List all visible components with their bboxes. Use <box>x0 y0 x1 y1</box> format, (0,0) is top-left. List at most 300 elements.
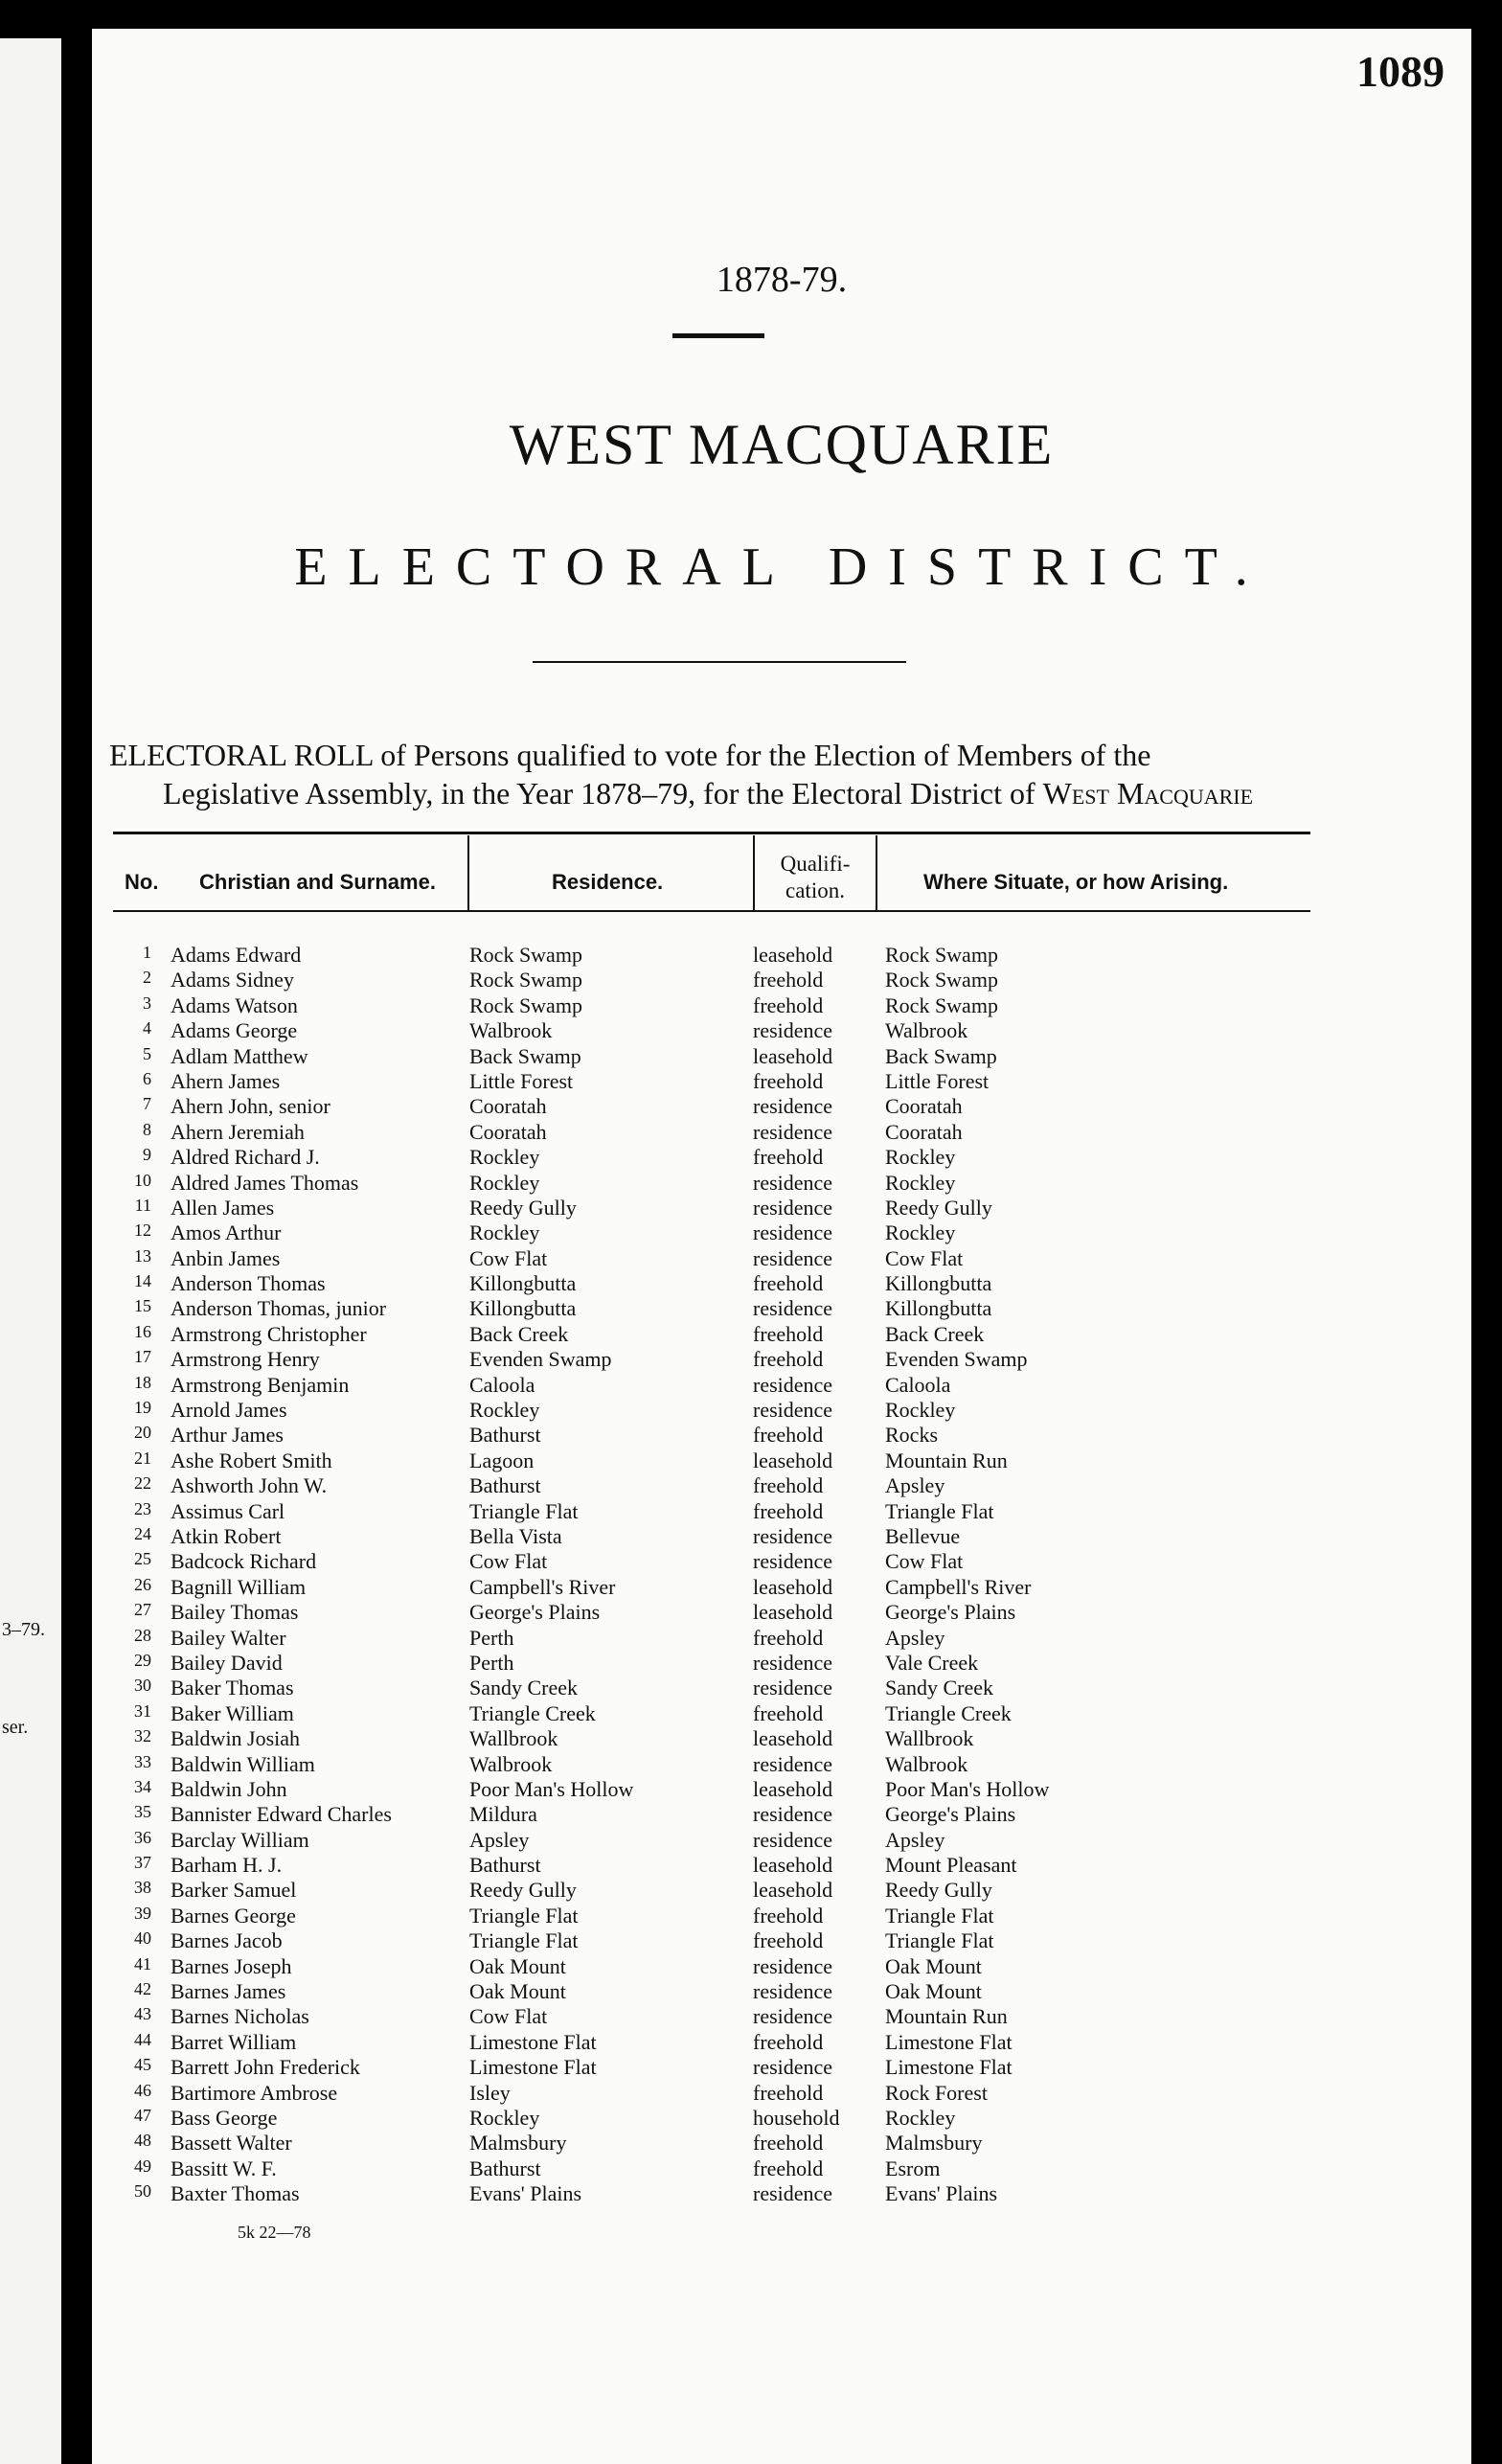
table-row <box>92 1726 1337 1751</box>
qualification-cell: leasehold <box>753 1878 833 1903</box>
voter-name: Ashworth John W. <box>171 1473 328 1498</box>
printer-code: 5k 22—78 <box>238 2223 311 2242</box>
qualification-cell: residence <box>753 2181 833 2206</box>
where-situate-cell: Rock Forest <box>885 2080 988 2105</box>
where-situate-cell: Evans' Plains <box>885 2181 998 2206</box>
where-situate-cell: Mountain Run <box>885 1448 1008 1472</box>
residence-cell: Poor Man's Hollow <box>469 1776 634 1801</box>
qualification-cell: residence <box>753 1650 833 1675</box>
qualification-cell: residence <box>753 2055 833 2080</box>
table-row <box>92 1246 1337 1271</box>
qualification-cell: freehold <box>753 1498 824 1523</box>
where-situate-cell: Wallbrook <box>885 1726 974 1751</box>
voter-name: Bailey David <box>171 1650 283 1675</box>
row-number: 42 <box>134 1979 151 1999</box>
residence-cell: Triangle Flat <box>469 1928 579 1953</box>
residence-cell: Oak Mount <box>469 1953 566 1978</box>
table-row <box>92 1954 1337 1979</box>
divider <box>672 333 764 338</box>
intro-line-text: Legislative Assembly, in the Year 1878–79, for the Electoral District of <box>163 776 1043 810</box>
qualification-cell: residence <box>753 1372 833 1397</box>
where-situate-cell: Walbrook <box>885 1751 968 1776</box>
where-situate-cell: Sandy Creek <box>885 1676 994 1700</box>
page-number: 1089 <box>1356 47 1445 96</box>
residence-cell: Rock Swamp <box>469 943 582 967</box>
residence-cell: Bathurst <box>469 1423 541 1448</box>
residence-cell: Limestone Flat <box>469 2055 597 2080</box>
voter-name: Baker Thomas <box>171 1676 294 1700</box>
voter-name: Barnes James <box>171 1979 286 2004</box>
row-number: 21 <box>134 1448 151 1468</box>
qualification-cell: freehold <box>753 1473 824 1498</box>
residence-cell: Walbrook <box>469 1751 553 1776</box>
residence-cell: Apsley <box>469 1827 530 1852</box>
table-row <box>92 1626 1337 1651</box>
voter-name: Adams George <box>171 1018 298 1043</box>
table-row <box>92 1524 1337 1549</box>
qualification-cell: leasehold <box>753 1853 833 1878</box>
qualification-cell: leasehold <box>753 1600 833 1625</box>
residence-cell: Triangle Flat <box>469 1903 579 1928</box>
where-situate-cell: Malmsbury <box>885 2131 983 2156</box>
qualification-cell: residence <box>753 2004 833 2029</box>
voter-name: Ahern Jeremiah <box>171 1119 305 1144</box>
voter-name: Atkin Robert <box>171 1523 282 1548</box>
where-situate-cell: George's Plains <box>885 1600 1016 1625</box>
row-number: 49 <box>134 2156 151 2176</box>
voter-name: Bailey Thomas <box>171 1600 299 1625</box>
residence-cell: Isley <box>469 2080 511 2105</box>
residence-cell: Cow Flat <box>469 2004 548 2029</box>
table-row <box>92 1449 1337 1473</box>
where-situate-cell: Rockley <box>885 1145 956 1170</box>
row-number: 14 <box>134 1271 151 1291</box>
column-header-no: No. <box>125 870 159 894</box>
voter-name: Adams Sidney <box>171 968 294 992</box>
row-number: 22 <box>134 1473 151 1494</box>
residence-cell: Evenden Swamp <box>469 1347 612 1372</box>
residence-cell: Campbell's River <box>469 1574 616 1599</box>
where-situate-cell: Apsley <box>885 1625 945 1650</box>
voter-name: Bassitt W. F. <box>171 2156 277 2180</box>
voter-name: Bartimore Ambrose <box>171 2080 338 2105</box>
residence-cell: Killongbutta <box>469 1271 577 1296</box>
document-subtitle: ELECTORAL DISTRICT. <box>294 537 1269 597</box>
voter-name: Baldwin William <box>171 1751 315 1776</box>
residence-cell: Little Forest <box>469 1068 574 1093</box>
voter-name: Armstrong Christopher <box>171 1321 367 1346</box>
column-header-qualification <box>762 851 868 904</box>
row-number: 20 <box>134 1423 151 1443</box>
table-row <box>92 1549 1337 1574</box>
table-row <box>92 1018 1337 1043</box>
row-number: 47 <box>134 2105 151 2125</box>
where-situate-cell: Triangle Creek <box>885 1700 1012 1725</box>
row-number: 1 <box>143 943 151 962</box>
residence-cell: Rockley <box>469 1145 540 1170</box>
voter-name: Assimus Carl <box>171 1498 285 1523</box>
voter-name: Adams Edward <box>171 943 302 967</box>
residence-cell: Back Creek <box>469 1321 569 1346</box>
qualification-cell: residence <box>753 1221 833 1245</box>
row-number: 2 <box>143 968 151 988</box>
where-situate-cell: Killongbutta <box>885 1271 992 1296</box>
where-situate-cell: Evenden Swamp <box>885 1347 1028 1372</box>
table-row <box>92 968 1337 992</box>
table-row <box>92 2181 1337 2206</box>
qualification-cell: residence <box>753 1195 833 1220</box>
where-situate-cell: Poor Man's Hollow <box>885 1776 1050 1801</box>
residence-cell: Rockley <box>469 1170 540 1195</box>
column-divider <box>467 835 469 910</box>
qualification-cell: freehold <box>753 1700 824 1725</box>
voter-name: Barnes George <box>171 1903 296 1928</box>
district-name: West Macquarie <box>1042 776 1254 810</box>
where-situate-cell: Apsley <box>885 1473 945 1498</box>
voter-name: Baker William <box>171 1700 294 1725</box>
where-situate-cell: Rock Swamp <box>885 943 998 967</box>
voter-name: Armstrong Henry <box>171 1347 320 1372</box>
qualification-cell: freehold <box>753 1271 824 1296</box>
voter-name: Barker Samuel <box>171 1878 297 1903</box>
qualification-cell: residence <box>753 1094 833 1119</box>
row-number: 6 <box>143 1068 151 1088</box>
where-situate-cell: Killongbutta <box>885 1296 992 1321</box>
qualification-cell: residence <box>753 1296 833 1321</box>
where-situate-cell: Rock Swamp <box>885 992 998 1017</box>
where-situate-cell: Back Swamp <box>885 1043 997 1068</box>
residence-cell: Killongbutta <box>469 1296 577 1321</box>
row-number: 50 <box>134 2181 151 2202</box>
qualification-cell: leasehold <box>753 1574 833 1599</box>
voter-name: Baxter Thomas <box>171 2181 300 2206</box>
column-header-qualification-line: Qualifi- <box>780 852 851 876</box>
divider <box>533 661 906 663</box>
table-row <box>92 2106 1337 2131</box>
row-number: 43 <box>134 2004 151 2024</box>
voter-name: Adams Watson <box>171 992 298 1017</box>
column-divider <box>753 835 755 910</box>
document-title: WEST MACQUARIE <box>509 413 1055 476</box>
residence-cell: Bathurst <box>469 2156 541 2180</box>
residence-cell: Wallbrook <box>469 1726 558 1751</box>
row-number: 28 <box>134 1625 151 1645</box>
table-row <box>92 1145 1337 1170</box>
voter-name: Arthur James <box>171 1423 284 1448</box>
qualification-cell: residence <box>753 1170 833 1195</box>
row-number: 41 <box>134 1953 151 1973</box>
where-situate-cell: Cooratah <box>885 1094 963 1119</box>
row-number: 37 <box>134 1853 151 1873</box>
row-number: 9 <box>143 1145 151 1165</box>
row-number: 19 <box>134 1398 151 1418</box>
table-row <box>92 1979 1337 2004</box>
adjacent-page-fragment: ser. <box>2 1717 29 1738</box>
qualification-cell: freehold <box>753 992 824 1017</box>
residence-cell: Bathurst <box>469 1853 541 1878</box>
table-row <box>92 2055 1337 2080</box>
residence-cell: Reedy Gully <box>469 1195 577 1220</box>
qualification-cell: leasehold <box>753 943 833 967</box>
row-number: 29 <box>134 1650 151 1670</box>
table-row <box>92 1398 1337 1423</box>
where-situate-cell: Rocks <box>885 1423 938 1448</box>
where-situate-cell: Rockley <box>885 1170 956 1195</box>
where-situate-cell: Rockley <box>885 2105 956 2130</box>
voter-name: Bassett Walter <box>171 2131 292 2156</box>
table-header-rule <box>113 832 1310 834</box>
row-number: 34 <box>134 1776 151 1796</box>
residence-cell: Evans' Plains <box>469 2181 582 2206</box>
table-row <box>92 1651 1337 1676</box>
residence-cell: Caloola <box>469 1372 535 1397</box>
qualification-cell: freehold <box>753 1321 824 1346</box>
row-number: 25 <box>134 1549 151 1569</box>
table-row <box>92 1322 1337 1347</box>
table-row <box>92 1752 1337 1777</box>
voter-name: Barrett John Frederick <box>171 2055 360 2080</box>
where-situate-cell: George's Plains <box>885 1802 1016 1827</box>
table-row <box>92 1069 1337 1094</box>
qualification-cell: residence <box>753 1827 833 1852</box>
where-situate-cell: Triangle Flat <box>885 1928 994 1953</box>
qualification-cell: freehold <box>753 1423 824 1448</box>
table-row <box>92 2004 1337 2029</box>
row-number: 44 <box>134 2029 151 2049</box>
residence-cell: Back Swamp <box>469 1043 581 1068</box>
table-header-rule <box>113 910 1310 912</box>
where-situate-cell: Mountain Run <box>885 2004 1008 2029</box>
row-number: 8 <box>143 1119 151 1139</box>
row-number: 3 <box>143 992 151 1013</box>
row-number: 17 <box>134 1347 151 1367</box>
qualification-cell: residence <box>753 1802 833 1827</box>
row-number: 24 <box>134 1523 151 1543</box>
where-situate-cell: Campbell's River <box>885 1574 1032 1599</box>
row-number: 30 <box>134 1676 151 1696</box>
where-situate-cell: Oak Mount <box>885 1953 982 1978</box>
table-row <box>92 1296 1337 1321</box>
adjacent-page-fragment: 3–79. <box>2 1619 45 1640</box>
qualification-cell: freehold <box>753 1145 824 1170</box>
row-number: 4 <box>143 1018 151 1038</box>
residence-cell: Reedy Gully <box>469 1878 577 1903</box>
where-situate-cell: Bellevue <box>885 1523 961 1548</box>
voter-name: Anderson Thomas, junior <box>171 1296 387 1321</box>
qualification-cell: freehold <box>753 2131 824 2156</box>
table-row <box>92 1094 1337 1119</box>
voter-name: Baldwin John <box>171 1776 287 1801</box>
voter-name: Bannister Edward Charles <box>171 1802 392 1827</box>
qualification-cell: residence <box>753 1119 833 1144</box>
row-number: 18 <box>134 1372 151 1392</box>
row-number: 12 <box>134 1221 151 1241</box>
row-number: 7 <box>143 1094 151 1114</box>
where-situate-cell: Cow Flat <box>885 1549 964 1574</box>
where-situate-cell: Esrom <box>885 2156 941 2180</box>
table-row <box>92 1473 1337 1498</box>
table-row <box>92 943 1337 968</box>
residence-cell: Cow Flat <box>469 1245 548 1270</box>
table-row <box>92 993 1337 1018</box>
row-number: 39 <box>134 1903 151 1923</box>
residence-cell: Bathurst <box>469 1473 541 1498</box>
where-situate-cell: Walbrook <box>885 1018 968 1043</box>
table-row <box>92 1196 1337 1221</box>
table-row <box>92 1271 1337 1296</box>
intro-line <box>109 774 1354 812</box>
table-row <box>92 1171 1337 1196</box>
qualification-cell: freehold <box>753 1625 824 1650</box>
residence-cell: Triangle Flat <box>469 1498 579 1523</box>
residence-cell: Rock Swamp <box>469 968 582 992</box>
where-situate-cell: Vale Creek <box>885 1650 979 1675</box>
voter-name: Barnes Joseph <box>171 1953 292 1978</box>
row-number: 11 <box>134 1195 151 1215</box>
table-row <box>92 1701 1337 1726</box>
table-row <box>92 1221 1337 1245</box>
voter-name: Barret William <box>171 2029 297 2054</box>
residence-cell: Oak Mount <box>469 1979 566 2004</box>
document-page <box>92 29 1471 2464</box>
voter-name: Amos Arthur <box>171 1221 282 1245</box>
qualification-cell: residence <box>753 1676 833 1700</box>
column-header-where: Where Situate, or how Arising. <box>923 870 1229 894</box>
where-situate-cell: Cow Flat <box>885 1245 964 1270</box>
column-header-name: Christian and Surname. <box>199 870 436 894</box>
residence-cell: Rockley <box>469 1398 540 1423</box>
qualification-cell: residence <box>753 1398 833 1423</box>
intro-paragraph <box>109 736 1354 812</box>
intro-line: ELECTORAL ROLL of Persons qualified to vote for the Election of Members of the <box>109 738 1151 772</box>
where-situate-cell: Mount Pleasant <box>885 1853 1017 1878</box>
voter-name: Bagnill William <box>171 1574 307 1599</box>
where-situate-cell: Cooratah <box>885 1119 963 1144</box>
residence-cell: Rockley <box>469 1221 540 1245</box>
row-number: 48 <box>134 2131 151 2151</box>
row-number: 36 <box>134 1827 151 1847</box>
qualification-cell: residence <box>753 1549 833 1574</box>
voter-name: Aldred James Thomas <box>171 1170 359 1195</box>
qualification-cell: leasehold <box>753 1776 833 1801</box>
where-situate-cell: Rockley <box>885 1398 956 1423</box>
where-situate-cell: Caloola <box>885 1372 951 1397</box>
where-situate-cell: Little Forest <box>885 1068 990 1093</box>
table-row <box>92 1802 1337 1827</box>
row-number: 5 <box>143 1043 151 1063</box>
year-heading: 1878-79. <box>716 260 848 300</box>
where-situate-cell: Back Creek <box>885 1321 985 1346</box>
row-number: 23 <box>134 1498 151 1518</box>
row-number: 27 <box>134 1600 151 1620</box>
residence-cell: Rockley <box>469 2105 540 2130</box>
residence-cell: Limestone Flat <box>469 2029 597 2054</box>
table-row <box>92 1904 1337 1928</box>
row-number: 15 <box>134 1296 151 1316</box>
row-number: 13 <box>134 1245 151 1266</box>
residence-cell: Perth <box>469 1625 514 1650</box>
where-situate-cell: Limestone Flat <box>885 2029 1013 2054</box>
adjacent-page-edge <box>0 38 61 2464</box>
table-row <box>92 1676 1337 1700</box>
residence-cell: Cooratah <box>469 1119 547 1144</box>
where-situate-cell: Triangle Flat <box>885 1498 994 1523</box>
voter-name: Barnes Jacob <box>171 1928 283 1953</box>
table-row <box>92 1373 1337 1398</box>
voter-name: Adlam Matthew <box>171 1043 308 1068</box>
voter-name: Barnes Nicholas <box>171 2004 309 2029</box>
table-row <box>92 1600 1337 1625</box>
table-row <box>92 1120 1337 1145</box>
where-situate-cell: Reedy Gully <box>885 1195 992 1220</box>
qualification-cell: freehold <box>753 1928 824 1953</box>
where-situate-cell: Triangle Flat <box>885 1903 994 1928</box>
residence-cell: Cooratah <box>469 1094 547 1119</box>
residence-cell: Rock Swamp <box>469 992 582 1017</box>
table-row <box>92 1853 1337 1878</box>
voter-name: Badcock Richard <box>171 1549 317 1574</box>
residence-cell: Cow Flat <box>469 1549 548 1574</box>
qualification-cell: freehold <box>753 968 824 992</box>
row-number: 35 <box>134 1802 151 1822</box>
table-row <box>92 1575 1337 1600</box>
where-situate-cell: Rock Swamp <box>885 968 998 992</box>
qualification-cell: residence <box>753 1979 833 2004</box>
table-row <box>92 1499 1337 1524</box>
where-situate-cell: Reedy Gully <box>885 1878 992 1903</box>
row-number: 40 <box>134 1928 151 1949</box>
qualification-cell: freehold <box>753 1347 824 1372</box>
table-row <box>92 1878 1337 1903</box>
table-row <box>92 1347 1337 1372</box>
residence-cell: Mildura <box>469 1802 537 1827</box>
voter-name: Ahern John, senior <box>171 1094 330 1119</box>
qualification-cell: residence <box>753 1751 833 1776</box>
voter-name: Barham H. J. <box>171 1853 283 1878</box>
qualification-cell: leasehold <box>753 1448 833 1472</box>
qualification-cell: leasehold <box>753 1043 833 1068</box>
residence-cell: George's Plains <box>469 1600 601 1625</box>
voter-name: Allen James <box>171 1195 275 1220</box>
voter-name: Baldwin Josiah <box>171 1726 301 1751</box>
row-number: 38 <box>134 1878 151 1898</box>
row-number: 45 <box>134 2055 151 2075</box>
voter-name: Arnold James <box>171 1398 287 1423</box>
voter-name: Armstrong Benjamin <box>171 1372 350 1397</box>
table-row <box>92 2030 1337 2055</box>
row-number: 31 <box>134 1700 151 1721</box>
column-divider <box>876 835 877 910</box>
qualification-cell: residence <box>753 1018 833 1043</box>
table-row <box>92 2081 1337 2106</box>
table-row <box>92 1828 1337 1853</box>
voter-name: Anbin James <box>171 1245 281 1270</box>
table-row <box>92 1423 1337 1448</box>
qualification-cell: residence <box>753 1953 833 1978</box>
row-number: 46 <box>134 2080 151 2100</box>
row-number: 32 <box>134 1726 151 1746</box>
residence-cell: Bella Vista <box>469 1523 562 1548</box>
table-row <box>92 2131 1337 2156</box>
where-situate-cell: Limestone Flat <box>885 2055 1013 2080</box>
electoral-roll-table <box>92 943 1337 2207</box>
row-number: 33 <box>134 1751 151 1771</box>
residence-cell: Perth <box>469 1650 514 1675</box>
qualification-cell: leasehold <box>753 1726 833 1751</box>
residence-cell: Walbrook <box>469 1018 553 1043</box>
row-number: 16 <box>134 1321 151 1341</box>
row-number: 26 <box>134 1574 151 1594</box>
